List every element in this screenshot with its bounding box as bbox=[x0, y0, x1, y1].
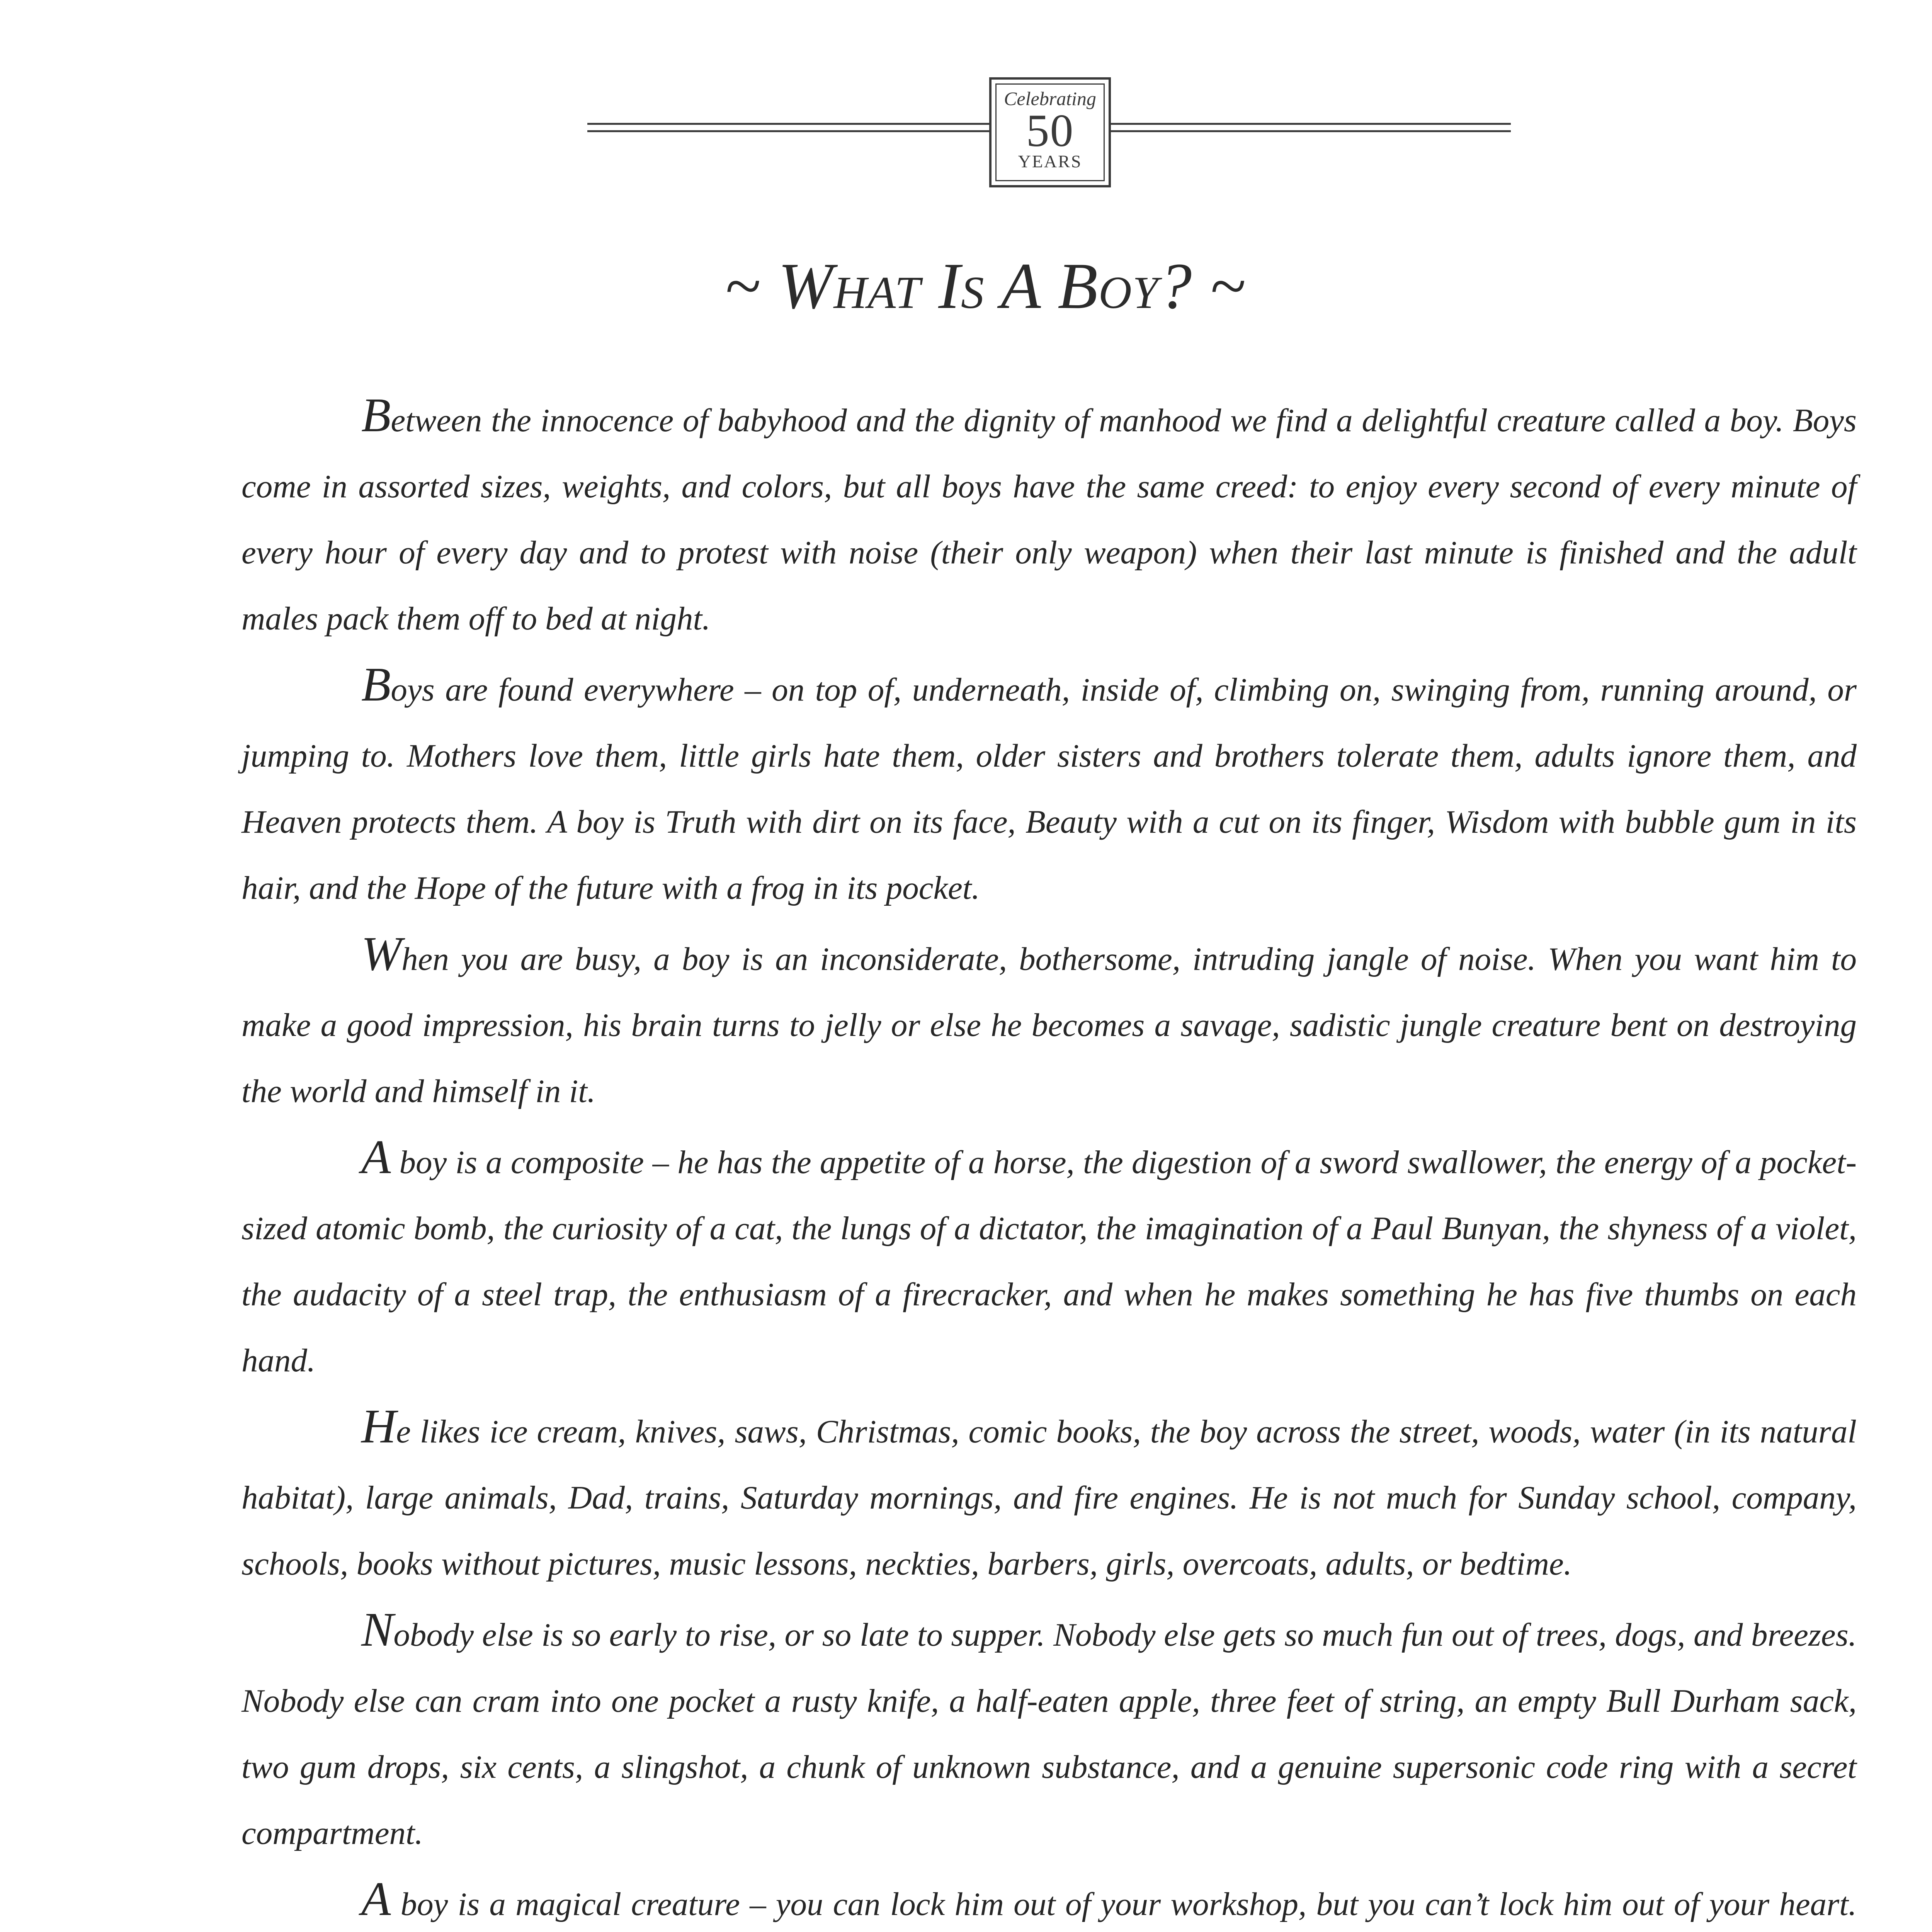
paragraph-4: A boy is a composite – he has the appetite of a horse, the digestion of a sword swallower, the energy of a pocket-sized atomic bomb, the curiosity of a cat, the lungs of a dictator, the imagination of a Paul Bunyan, the shyness of a violet, the audacity of a steel trap, the enthusiasm of a firecracker, and when he makes something he has five thumbs on each hand. bbox=[242, 1131, 1857, 1379]
paragraph-5: He likes ice cream, knives, saws, Christmas, comic books, the boy across the street, woods, water (in its natural habitat), large animals, Dad, trains, Saturday mornings, and fire engines. He is not much for Sunday school, company, schools, books without pictures, music lessons, neckties, barbers, girls, overcoats, adults, or bedtime. bbox=[242, 1400, 1857, 1582]
emblem-number: 50 bbox=[1026, 105, 1074, 156]
emblem-bottom-text: YEARS bbox=[1018, 151, 1082, 171]
paragraph-1: Between the innocence of babyhood and the dignity of manhood we find a delightful creature called a boy. Boys come in assorted sizes, weights, and colors, but all boys have the same creed: to enjoy every second of every minute of every hour of every day and to protest with noise (their only weapon) when their last minute is finished and the adult males pack them off to bed at night. bbox=[242, 389, 1857, 637]
emblem-top-text: Celebrating bbox=[1004, 88, 1096, 109]
paragraph-2: Boys are found everywhere – on top of, underneath, inside of, climbing on, swinging from, running around, or jumping to. Mothers love them, little girls hate them, older sisters and brothers tolerate them, adults ignore them, and Heaven protects them. A boy is Truth with dirt on its face, Beauty with a cut on its finger, Wisdom with bubble gum in its hair, and the Hope of the future with a frog in its pocket. bbox=[242, 658, 1857, 906]
paragraph-6: Nobody else is so early to rise, or so late to supper. Nobody else gets so much fun out of trees, dogs, and breezes. Nobody else can cram into one pocket a rusty knife, a half-eaten apple, three feet of string, an empty Bull Durham sack, two gum drops, six cents, a slingshot, a chunk of unknown substance, and a genuine supersonic code ring with a secret compartment. bbox=[242, 1603, 1857, 1851]
header-rule-left bbox=[587, 123, 989, 132]
paragraph-7: A boy is a magical creature – you can lock him out of your workshop, but you can’t lock him out of your heart. bbox=[361, 1872, 1857, 1926]
header-rule-right bbox=[1111, 123, 1511, 132]
paragraph-3: When you are busy, a boy is an inconsiderate, bothersome, intruding jangle of noise. When you want him to make a good impression, his brain turns to jelly or else he becomes a savage, sadistic jungle creature bent on destroying the world and himself in it. bbox=[242, 927, 1857, 1109]
page-title: ~ What Is A Boy? ~ bbox=[724, 250, 1246, 322]
anniversary-emblem bbox=[989, 77, 1111, 187]
poem-body bbox=[242, 383, 1857, 1932]
emblem-frame bbox=[995, 83, 1105, 181]
